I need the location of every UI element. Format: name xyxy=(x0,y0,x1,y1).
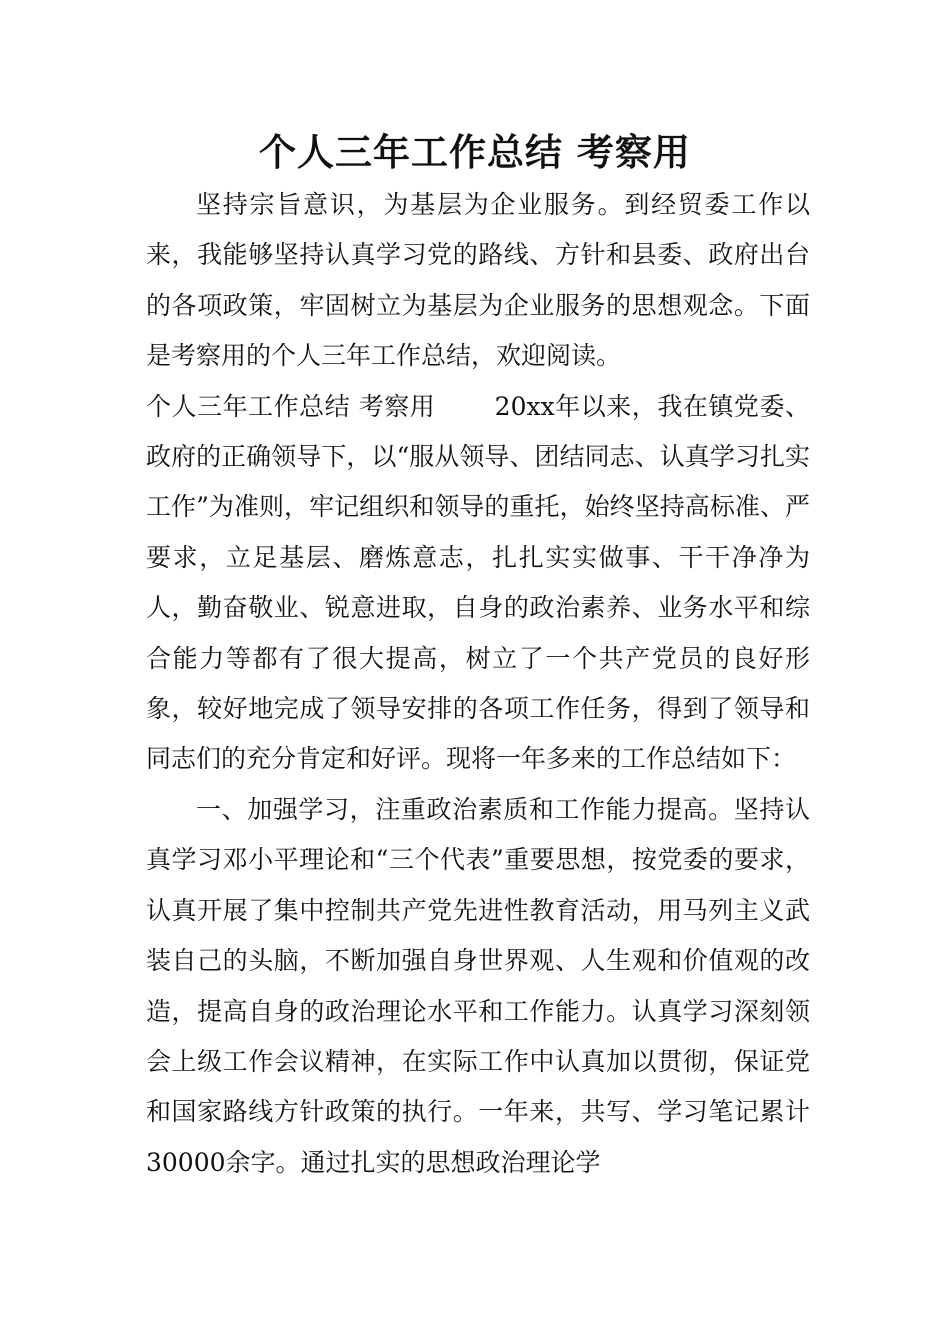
paragraph-summary-text: 20xx年以来，我在镇党委、政府的正确领导下，以“服从领导、团结同志、认真学习扎实工作”为准则，牢记组织和领导的重托，始终坚持高标准、严要求，立足基层、磨炼意志，扎扎实实做事、干干净净为人，勤奋敬业、锐意进取，自身的政治素养、业务水平和综合能力等都有了很大提高，树立了一个共产党员的良好形象，较好地完成了领导安排的各项工作任务，得到了领导和同志们的充分肯定和好评。现将一年多来的工作总结如下： xyxy=(146,391,810,774)
paragraph-summary xyxy=(146,382,810,785)
paragraph-intro: 坚持宗旨意识，为基层为企业服务。到经贸委工作以来，我能够坚持认真学习党的路线、方针和县委、政府出台的各项政策，牢固树立为基层为企业服务的思想观念。下面是考察用的个人三年工作总结，欢迎阅读。 xyxy=(146,190,810,371)
document-title: 个人三年工作总结 考察用 xyxy=(259,130,691,174)
paragraph-section-one: 一、加强学习，注重政治素质和工作能力提高。坚持认真学习邓小平理论和“三个代表”重要思想，按党委的要求，认真开展了集中控制共产党先进性教育活动，用马列主义武装自己的头脑，不断加强自身世界观、人生观和价值观的改造，提高自身的政治理论水平和工作能力。认真学习深刻领会上级工作会议精神，在实际工作中认真加以贯彻，保证党和国家路线方针政策的执行。一年来，共写、学习笔记累计30000余字。通过扎实的思想政治理论学 xyxy=(146,794,810,1177)
inline-heading: 个人三年工作总结 考察用 xyxy=(146,391,436,421)
document-body xyxy=(146,180,810,1188)
inline-gap xyxy=(435,392,494,421)
